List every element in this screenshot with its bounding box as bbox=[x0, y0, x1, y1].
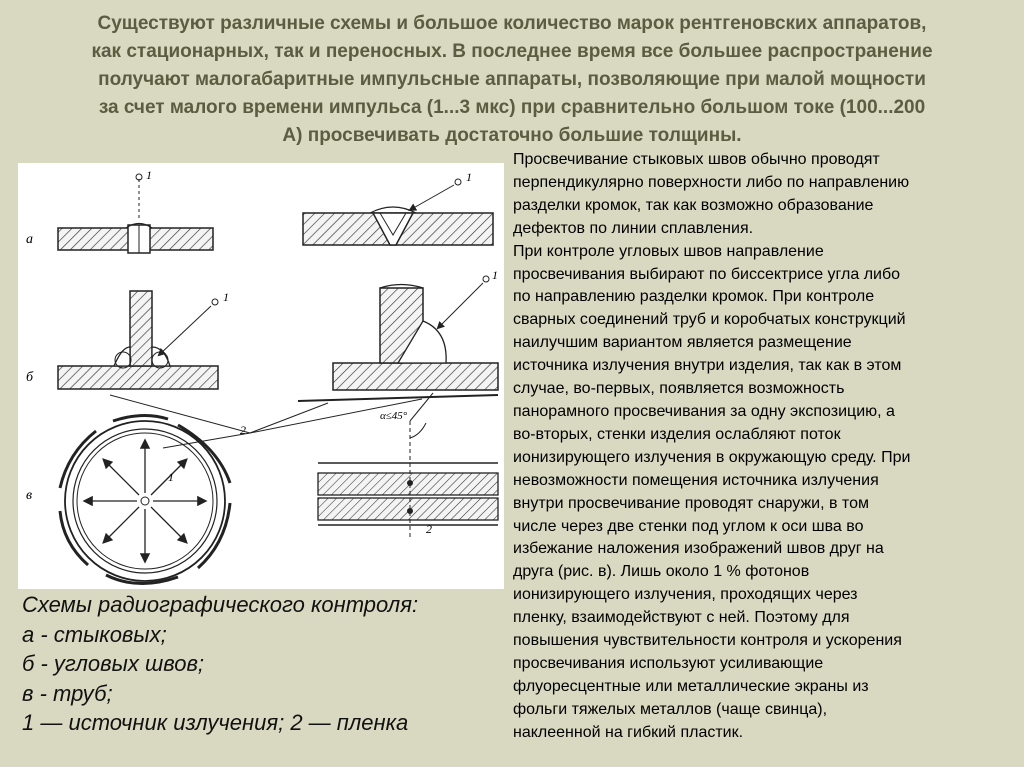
body-line: по направлению разделки кромок. При контроле bbox=[513, 288, 875, 306]
body-line: друга (рис. в). Лишь около 1 % фотонов bbox=[513, 563, 810, 581]
body-line: повышения чувствительности контроля и ускорения bbox=[513, 632, 902, 650]
body-line: наилучшим вариантом является размещение bbox=[513, 334, 852, 352]
title-line: А) просвечивать достаточно большие толщины. bbox=[282, 125, 742, 146]
body-text bbox=[513, 149, 1011, 745]
caption-legend: 1 — источник излучения; 2 — пленка bbox=[22, 710, 409, 736]
body-line: При контроле угловых швов направление bbox=[513, 242, 824, 260]
title-line: Существуют различные схемы и большое количество марок рентгеновских аппаратов, bbox=[97, 13, 927, 34]
body-line: избежание наложения изображений швов друг на bbox=[513, 540, 884, 558]
angle-label: α≤45° bbox=[380, 410, 408, 422]
body-line: просвечивания используют усиливающие bbox=[513, 654, 824, 672]
film-label: 2 bbox=[240, 423, 246, 437]
row-label-a: а bbox=[26, 232, 33, 247]
title-line: как стационарных, так и переносных. В последнее время все большее распространение bbox=[91, 41, 933, 62]
body-line: фольги тяжелых металлов (чаще свинца), bbox=[513, 700, 828, 718]
body-line: ионизирующего излучения, проходящих через bbox=[513, 586, 858, 604]
title-line: получают малогабаритные импульсные аппараты, позволяющие при малой мощности bbox=[98, 69, 926, 90]
film-leaders bbox=[110, 395, 498, 448]
butt-weld-square bbox=[58, 168, 213, 253]
slide-title bbox=[20, 10, 1004, 150]
body-line: внутри просвечивание проводят снаружи, в том bbox=[513, 494, 869, 512]
body-line: сварных соединений труб и коробчатых конструкций bbox=[513, 311, 906, 329]
body-line: источника излучения внутри изделия, так как в этом bbox=[513, 357, 902, 375]
source-label: 1 bbox=[492, 268, 498, 282]
body-line: случае, во-первых, появляется возможность bbox=[513, 380, 845, 398]
source-label: 1 bbox=[466, 170, 472, 184]
source-label: 1 bbox=[168, 470, 174, 484]
film-label: 2 bbox=[426, 522, 432, 536]
pipe-double-wall-scheme bbox=[318, 393, 498, 538]
body-line: дефектов по линии сплавления. bbox=[513, 219, 754, 237]
body-line: панорамного просвечивания за одну экспозицию, а bbox=[513, 402, 895, 420]
body-line: перпендикулярно поверхности либо по направлению bbox=[513, 173, 910, 191]
radiography-schemes-figure bbox=[18, 163, 504, 589]
row-label-b: б bbox=[26, 370, 34, 385]
fillet-weld-bevel bbox=[333, 268, 498, 390]
source-label: 1 bbox=[146, 168, 152, 182]
body-line: во-вторых, стенки изделия ослабляют поток bbox=[513, 425, 841, 443]
figure-caption bbox=[22, 590, 502, 738]
body-line: ионизирующего излучения в окружающую среду. При bbox=[513, 448, 911, 466]
source-label: 1 bbox=[223, 290, 229, 304]
body-line: флуоресцентные или металлические экраны из bbox=[513, 677, 869, 695]
caption-item: в - труб; bbox=[22, 680, 113, 706]
butt-weld-v bbox=[303, 170, 493, 245]
row-label-v: в bbox=[26, 488, 33, 503]
body-line: пленку, взаимодействуют с ней. Поэтому для bbox=[513, 609, 850, 627]
body-line: просвечивания выбирают по биссектрисе угла либо bbox=[513, 265, 901, 283]
caption-item: а - стыковых; bbox=[22, 621, 167, 647]
fillet-weld-t bbox=[58, 290, 229, 389]
body-line: числе через две стенки под углом к оси шва во bbox=[513, 517, 864, 535]
body-line: разделки кромок, так как возможно образование bbox=[513, 196, 874, 214]
caption-title: Схемы радиографического контроля: bbox=[22, 592, 419, 617]
caption-item: б - угловых швов; bbox=[22, 651, 205, 677]
title-line: за счет малого времени импульса (1...3 мкс) при сравнительно большом токе (100...200 bbox=[98, 97, 926, 118]
body-line: наклеенной на гибкий пластик. bbox=[513, 723, 744, 741]
body-line: Просвечивание стыковых швов обычно проводят bbox=[513, 151, 880, 168]
body-line: невозможности помещения источника излучения bbox=[513, 471, 879, 489]
